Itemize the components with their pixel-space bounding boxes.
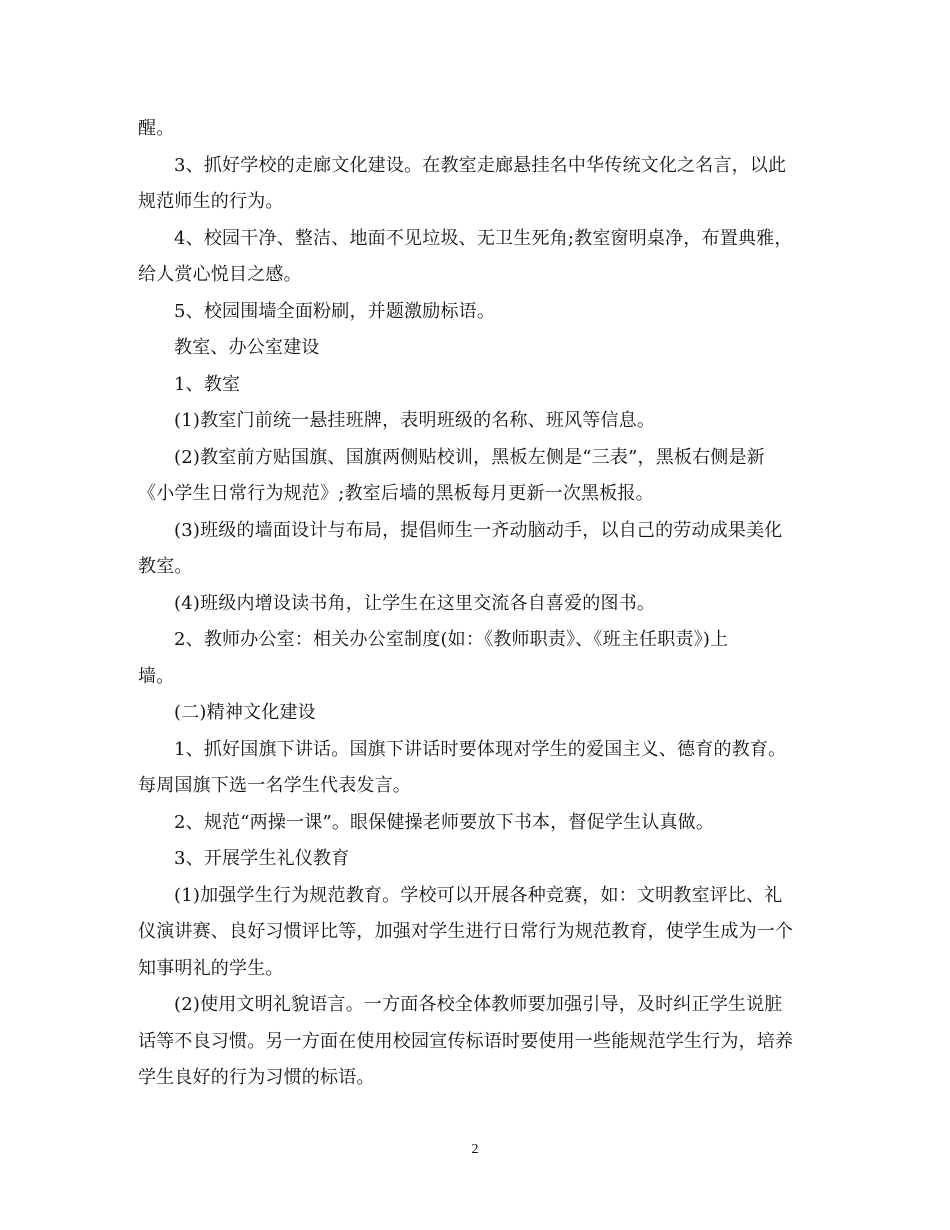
text-line: 墙。: [138, 665, 175, 687]
text-line: 1、抓好国旗下讲话。国旗下讲话时要体现对学生的爱国主义、德育的教育。: [174, 738, 787, 760]
text-line: 2、规范“两操一课”。眼保健操老师要放下书本，督促学生认真做。: [174, 811, 715, 833]
text-line: (1)教室门前统一悬挂班牌，表明班级的名称、班风等信息。: [174, 410, 656, 431]
text-line: (3)班级的墙面设计与布局，提倡师生一齐动脑动手，以自己的劳动成果美化: [174, 519, 783, 541]
text-line: 3、抓好学校的走廊文化建设。在教室走廊悬挂名中华传统文化之名言，以此: [174, 154, 787, 176]
text-line: (1)加强学生行为规范教育。学校可以开展各种竞赛，如：文明教室评比、礼: [174, 884, 783, 906]
text-line: (4)班级内增设读书角，让学生在这里交流各自喜爱的图书。: [174, 592, 656, 614]
text-line: (二)精神文化建设: [174, 702, 316, 723]
text-line: 教室。: [138, 556, 193, 577]
text-line: 醒。: [138, 118, 175, 139]
text-line: 知事明礼的学生。: [138, 957, 284, 979]
text-line: 1、教室: [174, 373, 241, 395]
text-line: 仪演讲赛、良好习惯评比等，加强对学生进行日常行为规范教育，使学生成为一个: [138, 921, 794, 942]
text-line: 4、校园干净、整洁、地面不见垃圾、无卫生死角;教室窗明桌净，布置典雅，: [174, 227, 793, 249]
text-line: 话等不良习惯。另一方面在使用校园宣传标语时要使用一些能规范学生行为，培养: [138, 1030, 794, 1052]
page-number: 2: [471, 1142, 479, 1157]
text-line: 5、校园围墙全面粉刷，并题激励标语。: [174, 300, 496, 322]
text-line: 《小学生日常行为规范》;教室后墙的黑板每月更新一次黑板报。: [138, 483, 654, 504]
text-line: 学生良好的行为习惯的标语。: [138, 1067, 375, 1088]
document-body: [138, 111, 820, 1097]
text-line: 教室、办公室建设: [174, 337, 320, 358]
text-line: 2、教师办公室：相关办公室制度(如：《教师职责》、《班主任职责》)上: [174, 629, 729, 650]
text-line: (2)使用文明礼貌语言。一方面各校全体教师要加强引导，及时纠正学生说脏: [174, 994, 783, 1015]
text-line: 每周国旗下选一名学生代表发言。: [138, 775, 411, 796]
text-line: (2)教室前方贴国旗、国旗两侧贴校训，黑板左侧是“三表”，黑板右侧是新: [174, 446, 765, 468]
text-line: 给人赏心悦目之感。: [138, 264, 302, 285]
text-line: 3、开展学生礼仪教育: [174, 848, 350, 869]
text-line: 规范师生的行为。: [138, 191, 284, 212]
